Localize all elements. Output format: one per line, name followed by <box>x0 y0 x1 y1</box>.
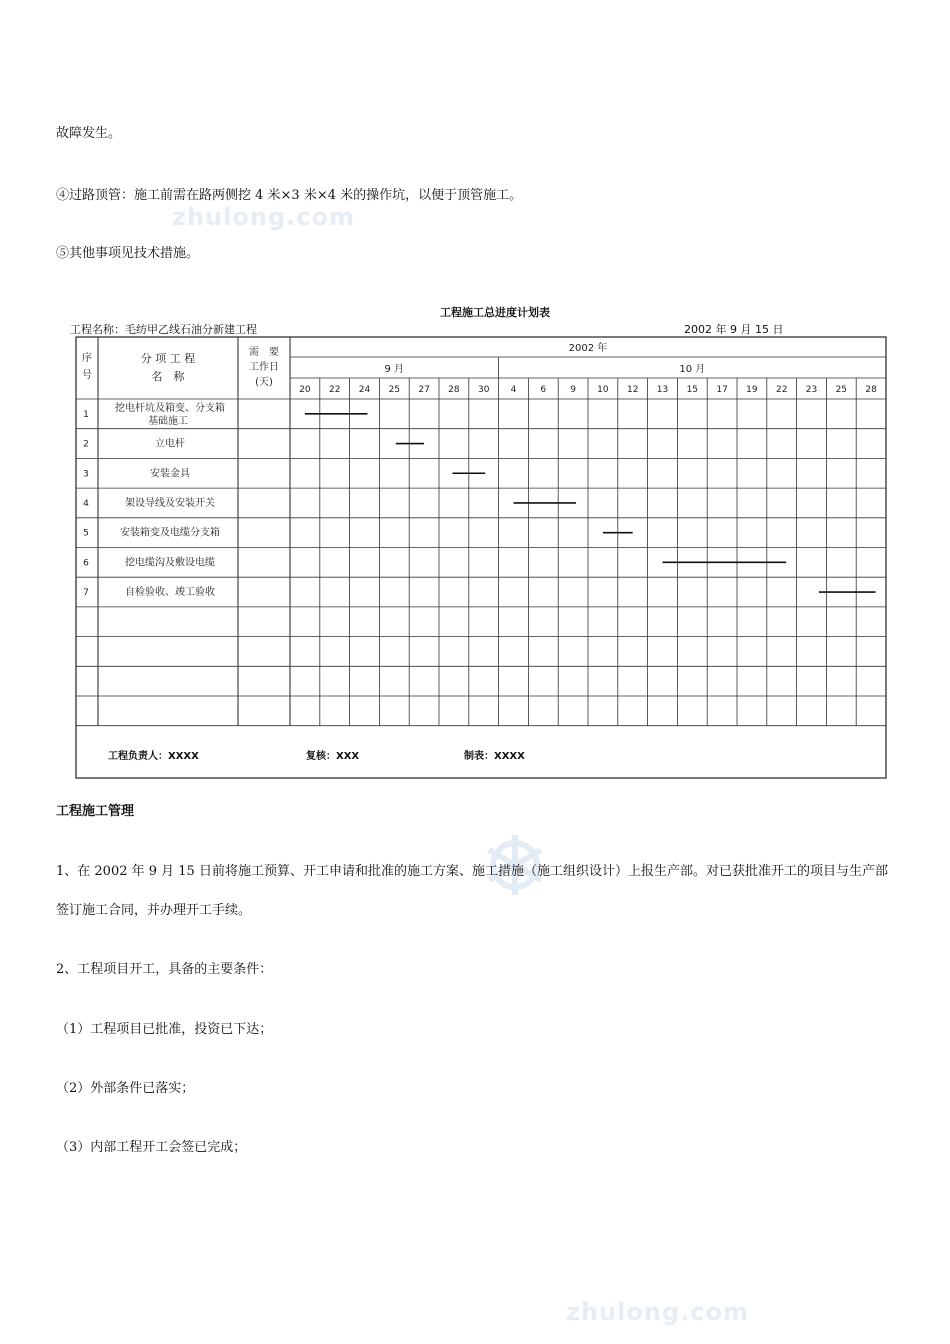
header-month: 10 月 <box>679 364 706 375</box>
header-year: 2002 年 <box>568 343 608 354</box>
day-tick-label: 17 <box>716 385 728 395</box>
task-seq: 2 <box>83 439 89 450</box>
day-tick-label: 25 <box>388 385 401 395</box>
day-tick-label: 23 <box>805 385 818 395</box>
header-seq: 号 <box>82 370 92 381</box>
day-tick-label: 28 <box>448 385 460 395</box>
condition-2: （2）外部条件已落实； <box>56 1081 195 1096</box>
day-tick-label: 22 <box>328 385 341 395</box>
day-tick-label: 27 <box>418 385 430 395</box>
day-tick-label: 25 <box>835 385 848 395</box>
task-name: 架设导线及安装开关 <box>125 497 215 509</box>
task-seq: 6 <box>83 558 89 569</box>
footer-maker: 制表：XXXX <box>464 751 525 762</box>
watermark: zhulong.com <box>172 203 355 231</box>
task-name: 挖电杆坑及箱变、分支箱 <box>115 402 225 414</box>
day-tick-label: 4 <box>510 385 517 395</box>
section-paragraph-1: 1、在 2002 年 9 月 15 日前将施工预算、开工申请和批准的施工方案、施工措施（施工组织设计）上报生产部。对已获批准开工的项目与生产部签订施工合同，并办理开工手续。 <box>56 864 888 918</box>
day-tick-label: 19 <box>746 385 758 395</box>
header-seq: 序 <box>82 353 92 364</box>
day-tick-label: 9 <box>570 385 576 395</box>
chart-date: 2002 年 9 月 15 日 <box>684 323 784 336</box>
section-heading: 工程施工管理 <box>56 804 135 819</box>
footer-manager: 工程负责人：XXXX <box>108 751 199 762</box>
condition-3: （3）内部工程开工会签已完成； <box>56 1140 247 1155</box>
task-name: 挖电缆沟及敷设电缆 <box>125 557 215 569</box>
header-month: 9 月 <box>384 364 405 375</box>
day-tick-label: 24 <box>358 385 371 395</box>
header-item: 名 称 <box>151 370 185 383</box>
task-seq: 3 <box>83 469 89 480</box>
project-label: 工程名称： <box>70 323 125 336</box>
day-tick-label: 20 <box>299 385 311 395</box>
task-seq: 1 <box>83 409 89 420</box>
day-tick-label: 28 <box>865 385 877 395</box>
project-name: 毛纺甲乙线石油分新建工程 <box>125 323 257 336</box>
header-days: (天) <box>255 377 273 388</box>
day-tick-label: 6 <box>540 385 547 395</box>
day-tick-label: 10 <box>597 385 609 395</box>
chart-title: 工程施工总进度计划表 <box>440 306 550 319</box>
table-border <box>76 337 886 778</box>
task-name: 安装箱变及电缆分支箱 <box>120 527 220 539</box>
project-line <box>70 321 257 337</box>
intro-line-1: 故障发生。 <box>56 126 122 141</box>
task-seq: 5 <box>83 528 89 539</box>
footer-reviewer: 复核：XXX <box>306 751 360 762</box>
task-seq: 7 <box>83 588 89 599</box>
section-paragraph-2: 2、工程项目开工，具备的主要条件： <box>56 962 273 977</box>
intro-line-2: ④过路顶管：施工前需在路两侧挖 4 米×3 米×4 米的操作坑，以便于顶管施工。 <box>56 188 523 203</box>
task-name: 安装金具 <box>150 468 190 480</box>
intro-line-3: ⑤其他事项见技术措施。 <box>56 246 200 261</box>
task-name: 自检验收、竣工验收 <box>125 587 215 599</box>
header-item: 分 项 工 程 <box>140 352 196 365</box>
task-name: 立电杆 <box>155 438 185 450</box>
day-tick-label: 30 <box>477 385 490 395</box>
day-tick-label: 15 <box>686 385 699 395</box>
header-days: 工作日 <box>249 362 279 373</box>
day-tick-label: 12 <box>626 385 639 395</box>
header-days: 需 要 <box>249 347 279 358</box>
day-tick-label: 13 <box>656 385 669 395</box>
task-name: 基础施工 <box>148 415 188 427</box>
watermark: zhulong.com <box>566 1298 749 1326</box>
condition-1: （1）工程项目已批准，投资已下达； <box>56 1022 273 1037</box>
task-seq: 4 <box>83 498 89 509</box>
day-tick-label: 22 <box>775 385 788 395</box>
